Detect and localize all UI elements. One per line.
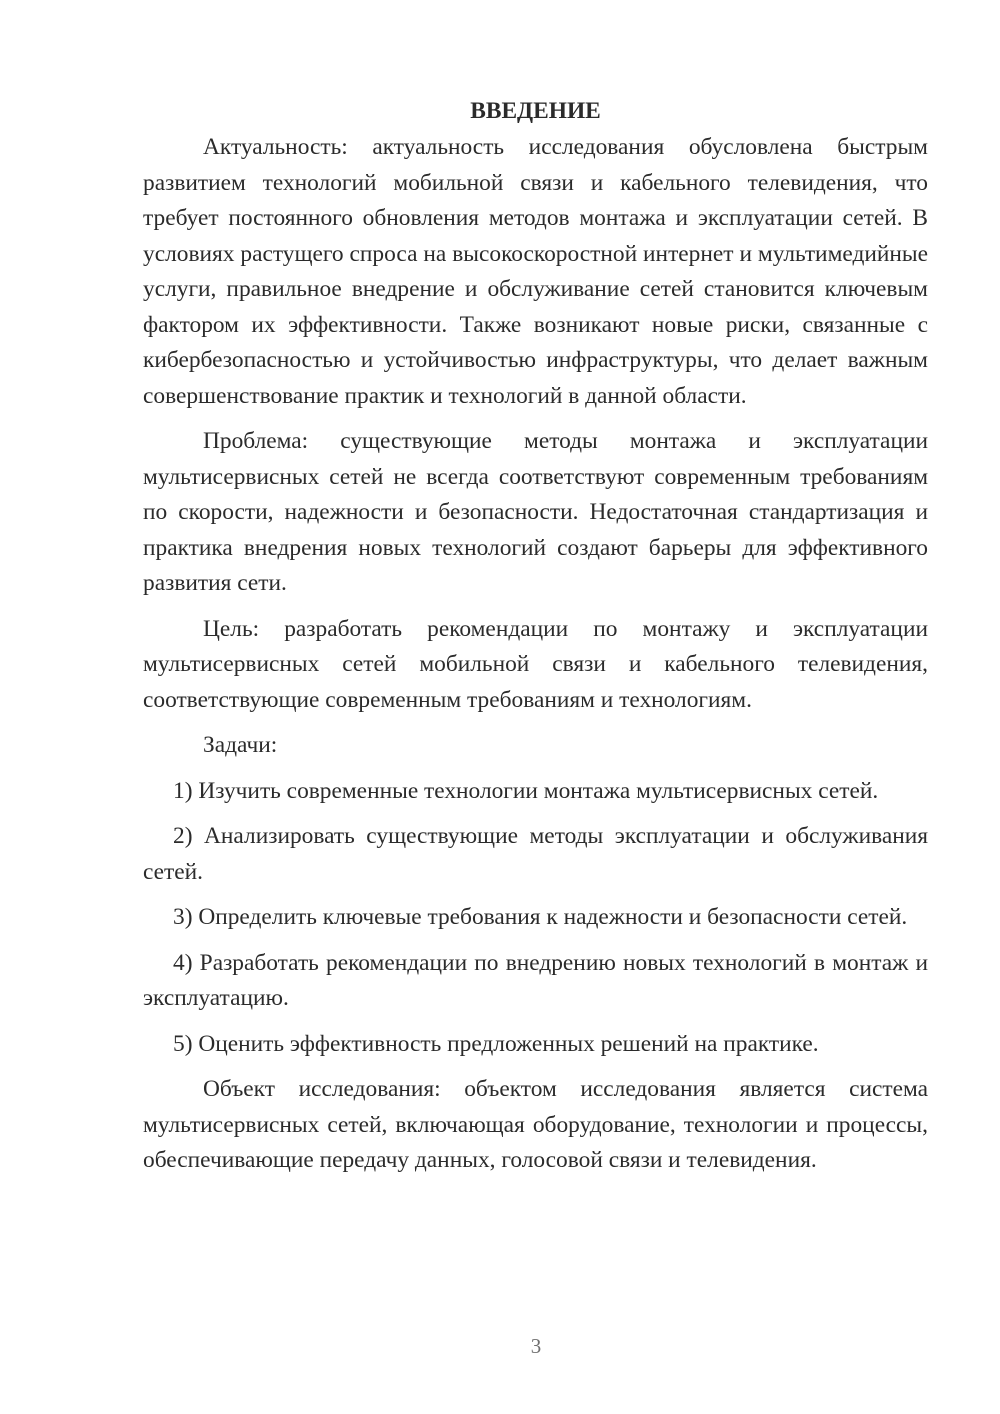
task-item-3: 3) Определить ключевые требования к надежности и безопасности сетей. [173,904,908,930]
task-item-5: 5) Оценить эффективность предложенных решений на практике. [173,1030,819,1057]
relevance-paragraph: Актуальность: актуальность исследования обусловлена быстрым развитием технологий мобильной связи и кабельного телевидения, что требует постоянного обновления методов монтажа и эксплуатации сетей. В условиях растущего спроса на высокоскоростной интернет и мультимедийные услуги, правильное внедрение и обслуживание сетей становится ключевым фактором их эффективности. Также возникают новые риски, связанные с кибербезопасностью и устойчивостью инфраструктуры, что делает важным совершенствование практик и технологий в данной области. [143,134,928,409]
page-number: 3 [530,1334,542,1358]
task-item-2: 2) Анализировать существующие методы эксплуатации и обслуживания сетей. [143,823,928,885]
page-content [143,92,928,1179]
goal-paragraph: Цель: разработать рекомендации по монтажу и эксплуатации мультисервисных сетей мобильной связи и кабельного телевидения, соответствующие современным требованиям и технологиям. [143,615,928,713]
problem-paragraph: Проблема: существующие методы монтажа и эксплуатации мультисервисных сетей не всегда соответствуют современным требованиям по скорости, надежности и безопасности. Недостаточная стандартизация и практика внедрения новых технологий создают барьеры для эффективного развития сети. [143,428,928,596]
object-paragraph: Объект исследования: объектом исследования является система мультисервисных сетей, включающая оборудование, технологии и процессы, обеспечивающие передачу данных, голосовой связи и телевидения. [143,1076,928,1173]
tasks-heading: Задачи: [203,732,278,758]
task-item-1: 1) Изучить современные технологии монтажа мультисервисных сетей. [173,777,879,804]
section-title: ВВЕДЕНИЕ [470,98,601,124]
task-item-4: 4) Разработать рекомендации по внедрению новых технологий в монтаж и эксплуатацию. [143,949,928,1011]
